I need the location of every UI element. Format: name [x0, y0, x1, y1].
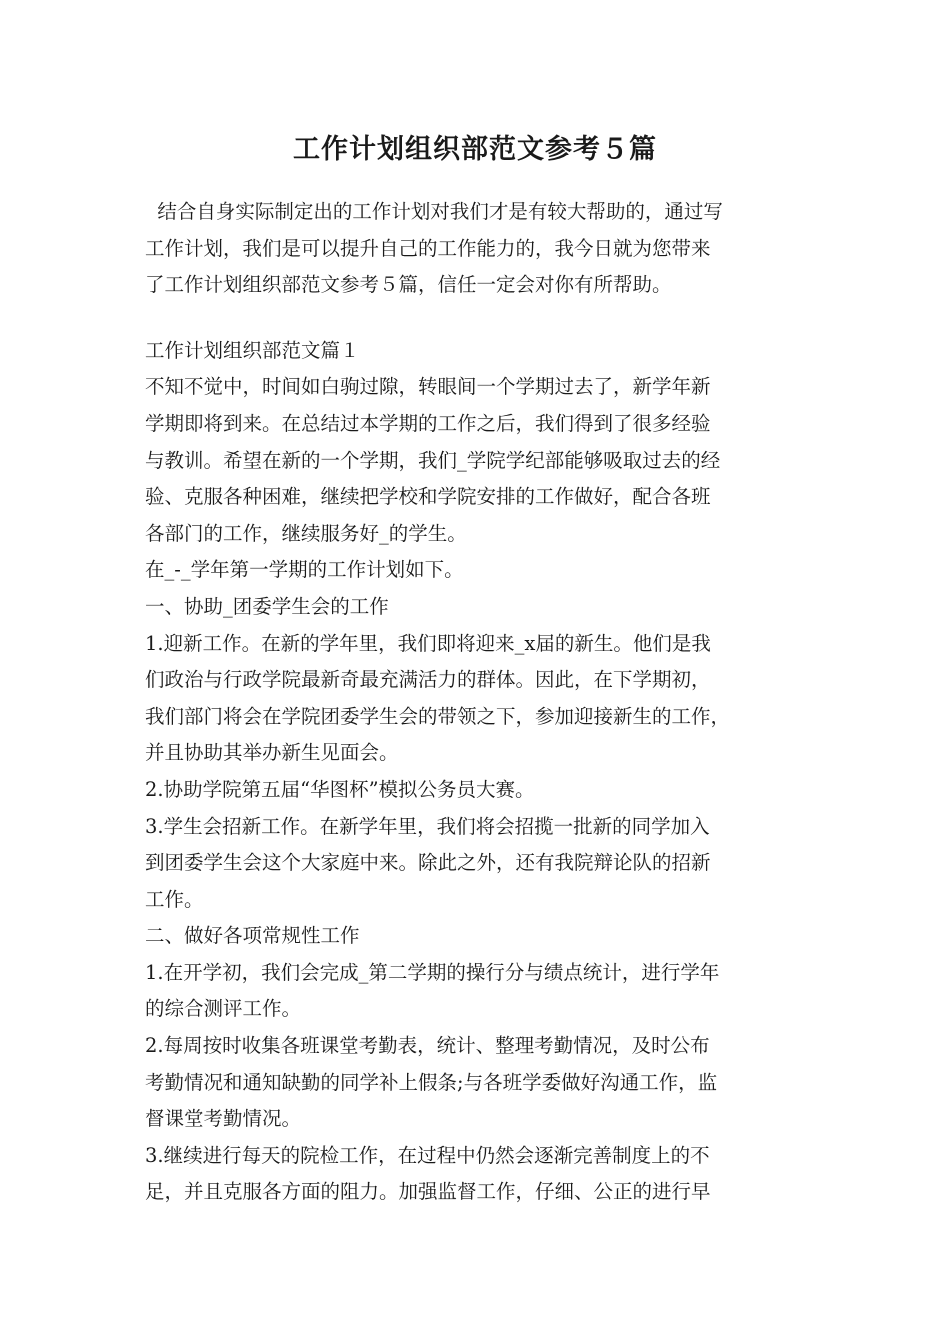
document-content	[145, 194, 810, 1211]
body-line: 学期即将到来。在总结过本学期的工作之后，我们得到了很多经验	[145, 411, 711, 435]
intro-line: 了工作计划组织部范文参考５篇，信任一定会对你有所帮助。	[145, 273, 672, 297]
body-line: 3.学生会招新工作。在新学年里，我们将会招揽一批新的同学加入	[145, 814, 710, 838]
body-line: 与教训。希望在新的一个学期，我们_学院学纪部能够吸取过去的经	[145, 448, 721, 472]
paragraph-gap	[145, 304, 810, 333]
body-line: 们政治与行政学院最新奇最充满活力的群体。因此，在下学期初，	[145, 668, 711, 692]
intro-line: 结合自身实际制定出的工作计划对我们才是有较大帮助的，通过写	[145, 200, 723, 223]
body-line: 验、克服各种困难，继续把学校和学院安排的工作做好，配合各班	[145, 485, 711, 509]
body-line: 我们部门将会在学院团委学生会的带领之下，参加迎接新生的工作，	[145, 704, 731, 728]
body-line: 在_-_学年第一学期的工作计划如下。	[145, 558, 464, 582]
body-line: 1.在开学初，我们会完成_第二学期的操行分与绩点统计，进行学年	[145, 960, 720, 984]
intro-paragraph	[145, 194, 810, 304]
body-line: 不知不觉中，时间如白驹过隙，转眼间一个学期过去了，新学年新	[145, 375, 711, 399]
body-line: 足，并且克服各方面的阻力。加强监督工作，仔细、公正的进行早	[145, 1180, 711, 1204]
document-title: 工作计划组织部范文参考５篇	[293, 134, 657, 165]
body-line: 3.继续进行每天的院检工作，在过程中仍然会逐渐完善制度上的不	[145, 1143, 710, 1167]
body-line: 2.协助学院第五届“华图杯”模拟公务员大赛。	[145, 777, 535, 801]
intro-line: 工作计划，我们是可以提升自己的工作能力的，我今日就为您带来	[145, 236, 711, 260]
body-line: 的综合测评工作。	[145, 997, 302, 1021]
body-line: 并且协助其举办新生见面会。	[145, 741, 399, 765]
body-line: 到团委学生会这个大家庭中来。除此之外，还有我院辩论队的招新	[145, 851, 711, 875]
body-text	[145, 333, 810, 1211]
subsection-heading: 二、做好各项常规性工作	[145, 924, 360, 948]
body-line: 1.迎新工作。在新的学年里，我们即将迎来_x届的新生。他们是我	[145, 631, 711, 655]
subsection-heading: 一、协助_团委学生会的工作	[145, 594, 389, 618]
body-line: 工作。	[145, 887, 204, 911]
body-line: 督课堂考勤情况。	[145, 1107, 302, 1131]
section-heading: 工作计划组织部范文篇１	[145, 338, 360, 362]
body-line: 2.每周按时收集各班课堂考勤表，统计、整理考勤情况，及时公布	[145, 1034, 710, 1058]
body-line: 考勤情况和通知缺勤的同学补上假条;与各班学委做好沟通工作，监	[145, 1070, 718, 1094]
body-line: 各部门的工作，继续服务好_的学生。	[145, 521, 467, 545]
